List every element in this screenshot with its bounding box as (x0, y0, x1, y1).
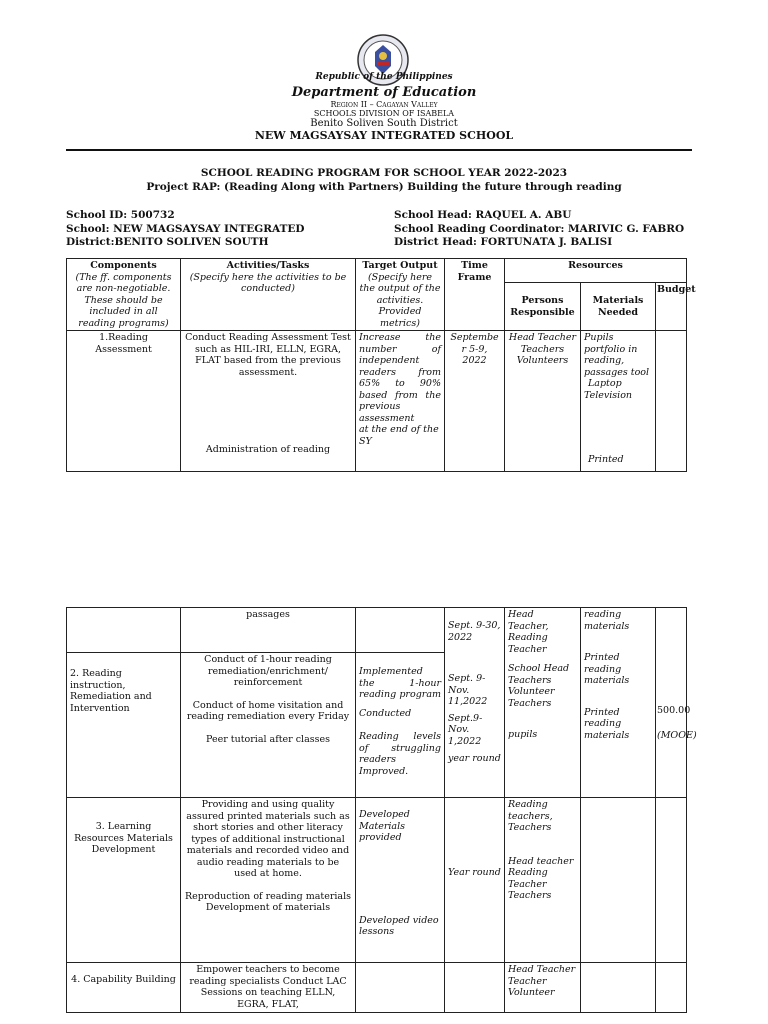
reading-program-table-page1 (66, 258, 696, 472)
component-learning-resources: 3. Learning Resources Materials Development (67, 798, 181, 963)
program-title: SCHOOL READING PROGRAM FOR SCHOOL YEAR 2022-2023 (200, 167, 568, 179)
district-label: District:BENITO SOLIVEN SOUTH (66, 236, 269, 248)
time-reading-instruction: Sept. 9-30, 2022 Sept. 9-Nov. 11,2022 Sept.9-Nov. 1,2022 year round (445, 608, 505, 798)
activity-learning-resources: Providing and using quality assured printed materials such as short stories and other literacy types of additional instructional materials and recorded video and audio reading materials to be used at home. Reproduction of reading materials Development of materials (181, 798, 356, 963)
department-line: Department of Education (291, 85, 477, 100)
division-line: SCHOOLS DIVISION OF ISABELA (313, 109, 455, 118)
persons-learning-resources: Reading teachers, Teachers Head teacher Reading Teacher Teachers (505, 798, 581, 963)
materials-reading-instruction: reading materials Printed reading materials Printed reading materials (581, 608, 656, 798)
time-reading-assessment: Septembe r 5-9, 2022 (445, 331, 505, 472)
component-reading-assessment: 1.Reading Assessment (67, 331, 181, 472)
target-learning-resources: Developed Materials provided Developed video lessons (356, 798, 445, 963)
school-name: NEW MAGSAYSAY INTEGRATED SCHOOL (254, 129, 514, 142)
reading-coordinator: School Reading Coordinator: MARIVIC G. FABRO (394, 222, 685, 235)
target-capability-building (356, 963, 445, 1013)
project-title: Project RAP: (Reading Along with Partners) Building the future through reading (146, 181, 622, 193)
republic-line: Republic of the Philippines (315, 72, 453, 82)
activity-reading-assessment: Conduct Reading Assessment Test such as HIL-IRI, ELLN, EGRA, FLAT based from the previous assessment. Administration of reading (181, 331, 356, 472)
component-continued (67, 608, 181, 653)
school-label: School: NEW MAGSAYSAY INTEGRATED (66, 222, 305, 235)
school-info-left (66, 209, 305, 250)
header-activities: Activities/Tasks (Specify here the activities to be conducted) (181, 259, 356, 331)
time-learning-resources: Year round (445, 798, 505, 963)
target-reading-assessment: Increase the number of independent readers from 65% to 90% based from the previous assessment at the end of the SY (356, 331, 445, 472)
school-head: School Head: RAQUEL A. ABU (394, 209, 572, 221)
header-target-output: Target Output (Specify here the output of the activities. Provided metrics) (356, 259, 445, 331)
materials-capability-building (581, 963, 656, 1013)
reading-program-table-page2 (66, 607, 697, 1013)
header-time-frame: Time Frame (445, 259, 505, 331)
header-resources: Resources (505, 259, 687, 283)
activity-continued: passages (181, 608, 356, 653)
header-persons: Persons Responsible (505, 283, 581, 331)
activity-reading-instruction: Conduct of 1-hour reading remediation/enrichment/ reinforcement Conduct of home visitation and reading remediation every Friday Peer tutorial after classes (181, 653, 356, 798)
target-reading-instruction: Implemented the 1-hour reading program Conducted Reading levels of struggling readers Improved. (356, 653, 445, 798)
region-line: Region II – Cagayan Valley (330, 100, 438, 109)
activity-capability-building: Empower teachers to become reading specialists Conduct LAC Sessions on teaching ELLN, EGRA, FLAT, (181, 963, 356, 1013)
materials-learning-resources (581, 798, 656, 963)
budget-reading-instruction: 500.00 (MOOE) (656, 608, 687, 798)
component-reading-instruction: 2. Reading instruction, Remediation and Intervention (67, 653, 181, 798)
header-divider (66, 149, 692, 151)
component-capability-building: 4. Capability Building (67, 963, 181, 1013)
district-line: Benito Soliven South District (310, 118, 458, 129)
time-capability-building (445, 963, 505, 1013)
school-id: School ID: 500732 (66, 209, 175, 221)
header-budget: Budget (656, 283, 687, 331)
persons-reading-instruction: Head Teacher, Reading Teacher School Head Teachers Volunteer Teachers pupils (505, 608, 581, 798)
budget-learning-resources (656, 798, 687, 963)
target-continued (356, 608, 445, 653)
header-components: Components (The ff. components are non-negotiable. These should be included in all reading programs) (67, 259, 181, 331)
budget-reading-assessment (656, 331, 687, 472)
budget-capability-building (656, 963, 687, 1013)
district-head: District Head: FORTUNATA J. BALISI (394, 236, 613, 248)
school-info-right (394, 209, 684, 250)
materials-reading-assessment: Pupils portfolio in reading, passages tool Laptop Television Printed (581, 331, 656, 472)
persons-capability-building: Head Teacher Teacher Volunteer (505, 963, 581, 1013)
header-materials: Materials Needed (581, 283, 656, 331)
persons-reading-assessment: Head Teacher Teachers Volunteers (505, 331, 581, 472)
